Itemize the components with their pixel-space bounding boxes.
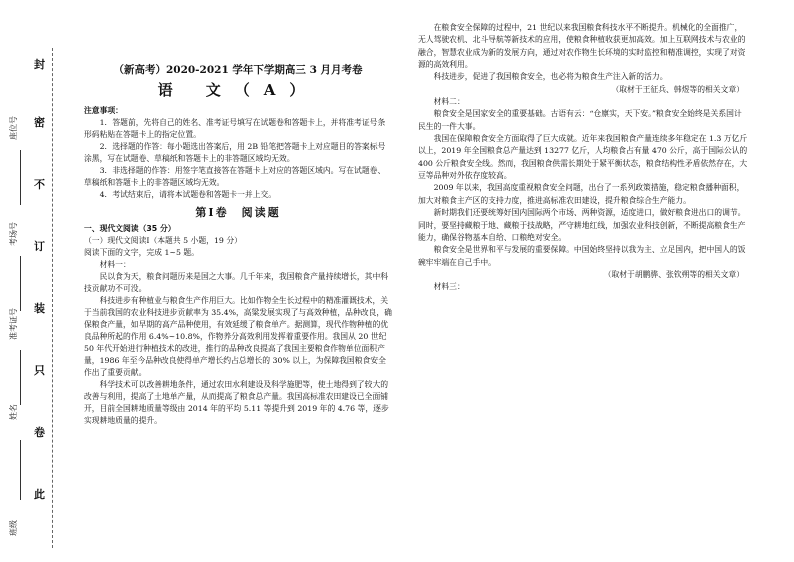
seal-char: 卷	[34, 426, 45, 439]
passage-paragraph: 民以食为天，粮食问题历来是国之大事。几千年来，我国粮食产量持续增长，其中科技贡献功不可没。	[84, 272, 389, 293]
instruction-text: 阅读下面的文字，完成 1~5 题。	[84, 248, 199, 257]
seal-char: 不	[34, 178, 45, 191]
exam-header: （新高考）2020-2021 学年下学期高三 3 月月考卷	[113, 64, 363, 76]
notice-title: 注意事项：	[84, 106, 123, 115]
notice-item: 3．非选择题的作答：用签字笔直接答在答题卡上对应的答题区域内。写在试题卷、草稿纸和答题卡上的非答题区域均无效。	[84, 166, 386, 187]
passage-paragraph: 新时期我们还要统筹好国内国际两个市场、两种资源，适度进口，做好粮食进出口的调节。同时，要坚持藏粮于地、藏粮于技战略，严守耕地红线，加强农业科技创新，不断提高粮食生产能力，确保谷物基本自给、口粮绝对安全。	[418, 208, 746, 242]
seat-number-write-line[interactable]	[20, 150, 21, 205]
seat-number-field-label: 座位号	[9, 116, 18, 140]
part-title: 第Ⅰ卷 阅读题	[195, 206, 281, 219]
section-title: 一、现代文阅读（35 分）	[84, 224, 176, 233]
notice-item: 1．答题前，先将自己的姓名、准考证号填写在试题卷和答题卡上，并将准考证号条形码粘贴在答题卡上的指定位置。	[84, 118, 386, 139]
notice-item: 2．选择题的作答：每小题选出答案后，用 2B 铅笔把答题卡上对应题目的答案标号涂黑，写在试题卷、草稿纸和答题卡上的非答题区域均无效。	[84, 142, 386, 163]
passage-paragraph: 2009 年以来，我国高度重视粮食安全问题，出台了一系列政策措施，稳定粮食播种面积，加大对粮食主产区的支持力度，推进高标准农田建设，提升粮食综合生产能力。	[418, 183, 745, 205]
room-number-field-label: 考场号	[9, 222, 18, 246]
source-note: （取材于胡鹏骅、张钦朔等的相关文章）	[603, 269, 744, 279]
seal-char: 此	[34, 488, 45, 501]
material-title: 材料三：	[433, 282, 465, 292]
source-note: （取材于王征兵、韩煜等的相关文章）	[611, 84, 744, 94]
binding-margin	[0, 0, 70, 562]
name-field-label: 姓名	[9, 404, 18, 420]
name-write-line[interactable]	[20, 440, 21, 500]
right-column	[418, 22, 748, 294]
notice-item: 4．考试结束后，请将本试题卷和答题卡一并上交。	[99, 190, 277, 199]
class-field-label: 班级	[9, 520, 18, 536]
passage-paragraph: 粮食安全是国家安全的重要基础。古语有云：“仓廪实，天下安。”粮食安全始终是关系国计民生的一件大事。	[418, 109, 742, 131]
exam-number-write-line[interactable]	[20, 350, 21, 405]
exam-number-field-label: 准考证号	[9, 308, 18, 340]
seal-char: 只	[34, 364, 45, 377]
passage-paragraph: 我国在保障粮食安全方面取得了巨大成就。近年来我国粮食产量连续多年稳定在 1.3 万亿斤以上，2019 年全国粮食总产量达到 13277 亿斤，人均粮食占有量 470 公斤，高于国际公认的 400 公斤粮食安全线。然而，我国粮食供需长期处于紧平衡状态，粮食结构性矛盾依然存在，大豆等品种对外依存度较高。	[418, 134, 748, 181]
subsection-title: （一）现代文阅读Ⅰ（本题共 5 小题，19 分）	[84, 236, 242, 245]
passage-paragraph: 粮食安全是世界和平与发展的重要保障。中国始终坚持以我为主、立足国内，把中国人的饭碗牢牢端在自己手中。	[418, 245, 746, 267]
passage-paragraph: 在粮食安全保障的过程中，21 世纪以来我国粮食科技水平不断提升。机械化的全面推广，无人驾驶农机、北斗导航等新技术的应用，使粮食种植收获更加高效。加上互联网技术与农业的融合，智慧农业成为新的发展方向，通过对农作物生长环境的实时监控和精准调控，实现了对资源的高效利用。	[418, 23, 746, 70]
seal-dashed-line	[52, 48, 53, 548]
passage-paragraph: 科技进步有种植业与粮食生产作用巨大。比如作物全生长过程中的精准灌溉技术，关于当前我国的农业科技进步贡献率为 35.4%，高粱发展实现了与高效种植，品种改良，确保粮食产量，如早期的高产品种使用，有效延缓了粮食单产。据测算，现代作物种植的优良品种所起的作用 6.4%~10.8%，作物养分高效利用发挥着重要作用。我国从 20 世纪 50 年代开始进行种植技术的改进，推行的品种改良提高了我国主要粮食作物单位面积产量，1986 年至今品种改良使得单产增长约占总增长的 30% 以上，为保障我国粮食安全作出了重要贡献。	[84, 296, 392, 377]
seal-char: 装	[34, 302, 45, 315]
seal-char: 订	[34, 240, 45, 253]
left-column	[84, 105, 392, 427]
passage-paragraph: 科学技术可以改善耕地条件，通过农田水利建设及科学施肥等，使土地得到了较大的改善与利用，提高了土地单产量，从而提高了粮食总产量。我国高标准农田建设已全面铺开，目前全国耕地质量等级由 2014 年的平均 5.11 等提升到 2019 年的 4.76 等，逐步实现耕地质量的提升。	[84, 380, 389, 425]
material-title: 材料二：	[433, 97, 465, 107]
subject-title: 语 文（A）	[157, 81, 319, 99]
room-number-write-line[interactable]	[20, 256, 21, 311]
passage-paragraph: 科技进步，促进了我国粮食安全，也必将为粮食生产注入新的活力。	[433, 72, 668, 82]
seal-char: 密	[34, 116, 45, 129]
material-title: 材料一：	[99, 260, 131, 269]
seal-char: 封	[34, 58, 45, 71]
